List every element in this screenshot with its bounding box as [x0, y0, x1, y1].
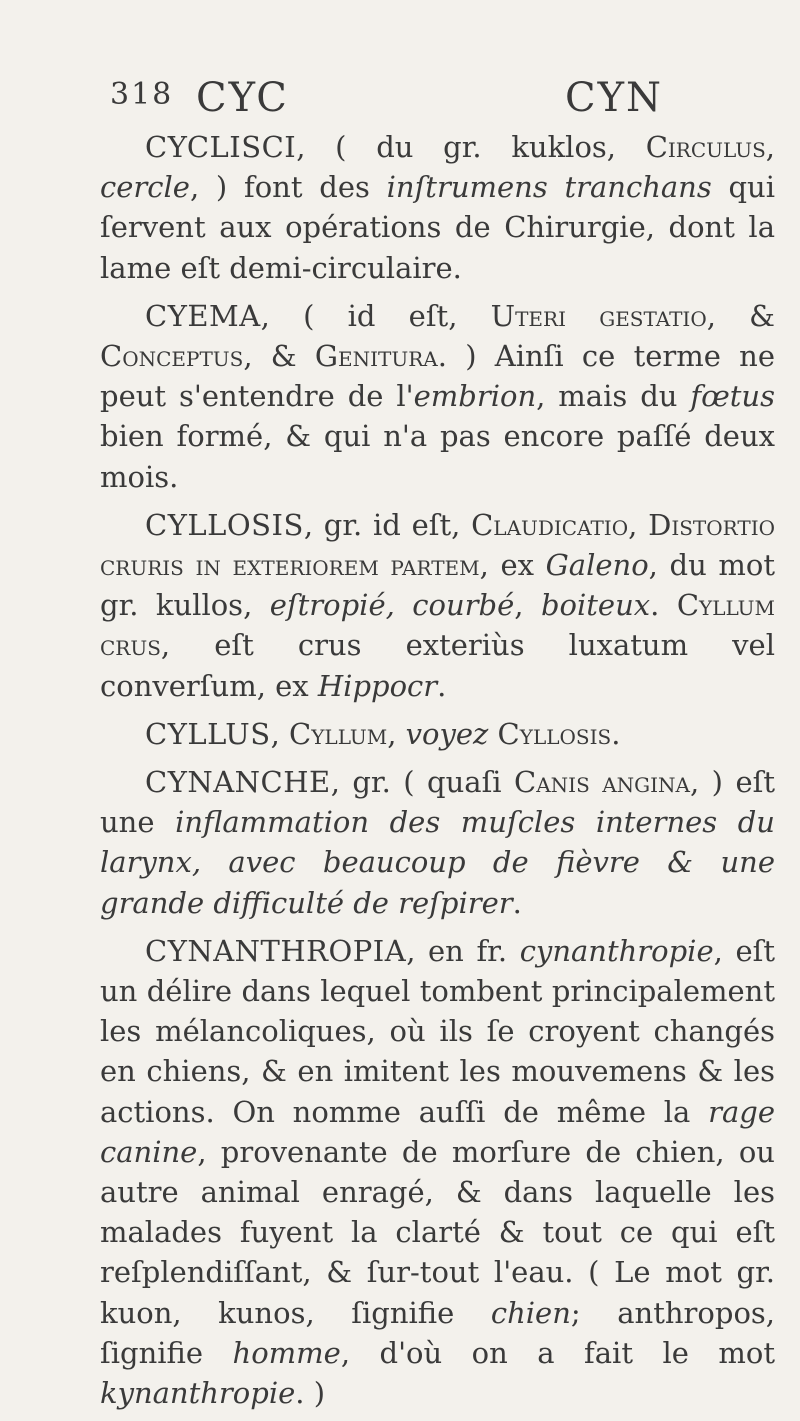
entry-cyema	[100, 296, 775, 497]
entry-text: ,	[514, 588, 541, 623]
headword: CYEMA	[145, 298, 261, 333]
italic-text: boiteux	[540, 588, 651, 623]
entry-text: , du mot gr. kullos,	[100, 548, 775, 623]
entry-text: ,	[765, 130, 775, 164]
entry-text	[488, 717, 497, 751]
entry-text: , gr. ( quaſi	[330, 765, 515, 800]
italic-text: eſtropié, courbé	[269, 588, 515, 623]
entry-cynanche	[100, 762, 775, 923]
italic-text: chien	[490, 1295, 571, 1330]
headword: CYLLUS	[145, 716, 271, 751]
italic-text: inflammation des muſcles internes du larynx, avec beaucoup de fièvre & une grande difficulté de reſpirer	[100, 805, 775, 920]
small-caps-text: Cyllum	[676, 588, 776, 623]
entry-text: , ( id eſt,	[260, 298, 491, 333]
entry-text: , ex	[479, 548, 546, 583]
entry-text: bien formé, & qui n'a pas encore paſſé deux mois.	[100, 419, 775, 494]
italic-text: Hippocr	[317, 668, 438, 703]
page-number: 318	[110, 77, 174, 112]
headword: CYLLOSIS	[145, 507, 304, 542]
headword: CYNANTHROPIA	[145, 933, 407, 968]
italic-text: embrion	[413, 379, 537, 414]
italic-text: fœtus	[690, 379, 775, 414]
italic-text: inſtrumens tranchans	[386, 170, 712, 205]
entry-cynanthropia	[100, 931, 775, 1413]
entry-text: .	[650, 588, 677, 623]
headword: CYCLISCI	[145, 130, 297, 164]
entry-text: , &	[706, 298, 775, 333]
entry-text: ,	[387, 716, 406, 751]
italic-text: cercle	[100, 170, 190, 205]
small-caps-text: Distortio cruris in exteriorem partem	[100, 507, 775, 583]
entry-text: , ) font des	[189, 170, 387, 205]
entry-cyclisci	[100, 127, 775, 288]
entry-text: , eſt crus exteriùs luxatum vel converſum, ex	[100, 628, 775, 703]
italic-text: Galeno	[545, 548, 649, 583]
small-caps-text: Canis angina	[514, 765, 690, 800]
small-caps-text: crus	[100, 628, 161, 663]
entry-text: . )	[295, 1376, 326, 1411]
headword: CYNANCHE	[145, 765, 331, 800]
small-caps-text: Claudicatio	[471, 507, 629, 542]
entry-text: , ( du gr. kuklos,	[296, 130, 646, 164]
entry-text: , eſt un délire dans lequel tombent principalement les mélancoliques, où ils ſe croyent changés en chiens, & en imitent les mouvemens & les actions. On nomme auſſi de même la	[100, 933, 775, 1129]
italic-text: kynanthropie	[100, 1376, 296, 1411]
entry-text: . ) Ainſi ce terme ne peut s'entendre de l'	[100, 339, 775, 414]
entry-cyllosis	[100, 505, 775, 706]
running-header	[100, 75, 775, 127]
entry-text: , provenante de morſure de chien, ou autre animal enragé, & dans laquelle les malades fuyent la clarté & tout ce qui eſt reſplendiſſant, & ſur-tout l'eau. ( Le mot gr. kuon, kunos, ſignifie	[100, 1134, 775, 1330]
entry-text: , &	[243, 339, 315, 374]
small-caps-text: Conceptus	[100, 339, 244, 374]
italic-text: voyez	[405, 716, 489, 751]
entry-text: , mais du	[536, 379, 691, 414]
small-caps-text: Uteri gestatio	[490, 298, 707, 333]
entry-text: ; anthropos, ſignifie	[100, 1295, 775, 1370]
entry-text: ,	[270, 716, 290, 751]
small-caps-text: Circulus	[645, 130, 766, 164]
entry-text: .	[611, 716, 621, 751]
entry-text: , d'où on a fait le mot	[340, 1335, 775, 1370]
entry-cyllus	[100, 714, 775, 754]
entry-text: , en fr.	[406, 933, 520, 968]
entry-text: ,	[628, 507, 649, 542]
small-caps-text: Cyllosis	[497, 716, 612, 751]
italic-text: cynanthropie	[519, 933, 714, 968]
entry-text: .	[437, 668, 447, 703]
dictionary-page	[100, 75, 775, 1421]
italic-text: homme	[232, 1335, 341, 1370]
entry-text: , gr. id eſt,	[303, 507, 472, 542]
header-right-word: CYN	[565, 75, 664, 121]
italic-text: rage canine	[100, 1094, 775, 1169]
small-caps-text: Cyllum	[289, 716, 388, 751]
entry-text: .	[512, 885, 522, 920]
header-left-word: CYC	[196, 75, 289, 121]
entry-text: qui ſervent aux opérations de Chirurgie, dont la lame eſt demi-circulaire.	[100, 170, 775, 285]
entry-text: , ) eſt une	[100, 765, 775, 840]
small-caps-text: Genitura	[314, 339, 438, 374]
